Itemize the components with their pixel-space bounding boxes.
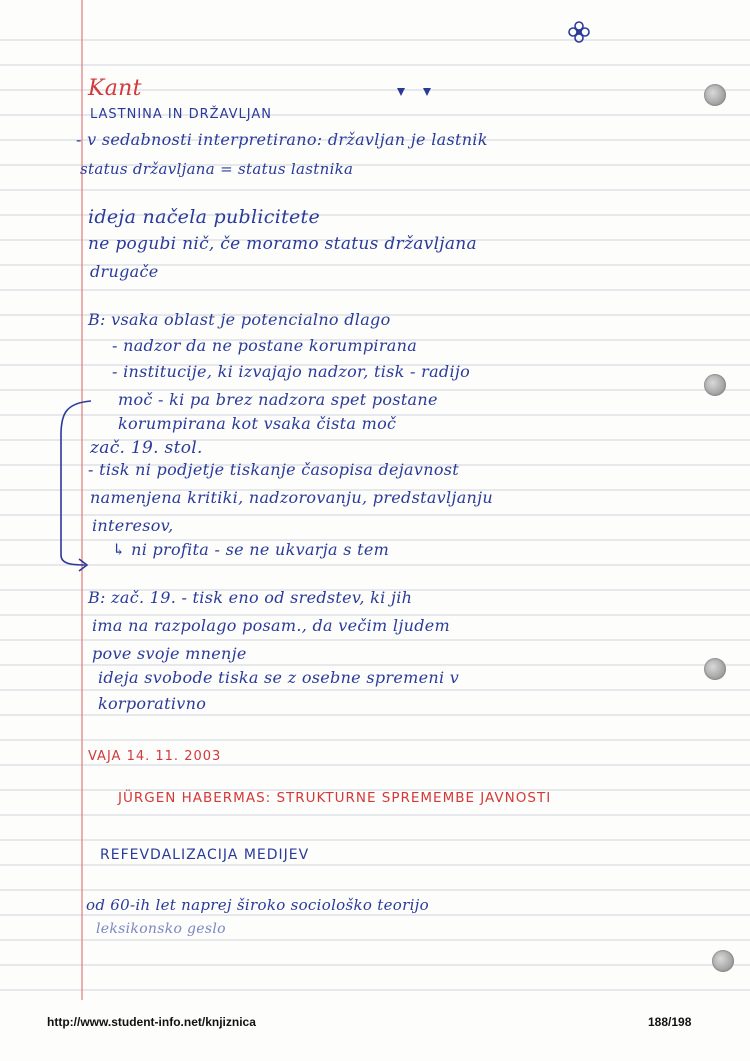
- note-heading-kant: Kant: [88, 76, 142, 101]
- note-line: B: vsaka oblast je potencialno dlago: [88, 310, 391, 329]
- note-line: - nadzor da ne postane korumpirana: [112, 336, 418, 355]
- note-line: drugače: [90, 262, 159, 281]
- note-line: namenjena kritiki, nadzorovanju, predstavljanju: [90, 488, 493, 507]
- note-line: ima na razpolago posam., da večim ljudem: [92, 616, 450, 635]
- note-date-heading: VAJA 14. 11. 2003: [88, 749, 222, 764]
- note-line: zač. 19. stol.: [90, 438, 203, 458]
- binder-hole-4: [712, 950, 734, 972]
- note-line: ne pogubi nič, če moramo status državljana: [88, 234, 477, 254]
- note-line: - v sedabnosti interpretirano: državljan je lastnik: [76, 130, 488, 149]
- note-line: - tisk ni podjetje tiskanje časopisa dejavnost: [88, 460, 460, 479]
- binder-hole-3: [704, 658, 726, 680]
- heart-doodle-icon: [395, 86, 435, 98]
- binder-hole-2: [704, 374, 726, 396]
- note-subheading: LASTNINA IN DRŽAVLJAN: [90, 107, 272, 122]
- note-line: pove svoje mnenje: [92, 644, 247, 663]
- note-line: korumpirana kot vsaka čista moč: [118, 414, 397, 433]
- footer-page-number: 188/198: [648, 1015, 692, 1029]
- binder-hole-1: [704, 84, 726, 106]
- note-line: od 60-ih let naprej široko sociološko teorijo: [86, 896, 429, 914]
- note-line-pencil: leksikonsko geslo: [96, 921, 226, 937]
- bracket-arrow-icon: [55, 395, 95, 575]
- note-subheading: REFEVDALIZACIJA MEDIJEV: [100, 847, 310, 863]
- note-line: - institucije, ki izvajajo nadzor, tisk - radijo: [112, 362, 471, 381]
- note-line: B: zač. 19. - tisk eno od sredstev, ki jih: [88, 588, 413, 607]
- note-line: korporativno: [98, 694, 207, 713]
- note-line: interesov,: [92, 516, 174, 535]
- footer-source-url: http://www.student-info.net/knjiznica: [47, 1015, 256, 1029]
- note-line: ideja načela publicitete: [88, 206, 321, 228]
- note-line: ideja svobode tiska se z osebne spremeni v: [98, 668, 460, 687]
- flower-doodle-icon: [567, 20, 591, 44]
- note-line: moč - ki pa brez nadzora spet postane: [118, 390, 438, 409]
- note-line: status državljana = status lastnika: [80, 160, 354, 178]
- note-line: ↳ ni profita - se ne ukvarja s tem: [112, 540, 390, 559]
- note-title-habermas: JÜRGEN HABERMAS: STRUKTURNE SPREMEMBE JAVNOSTI: [118, 790, 552, 806]
